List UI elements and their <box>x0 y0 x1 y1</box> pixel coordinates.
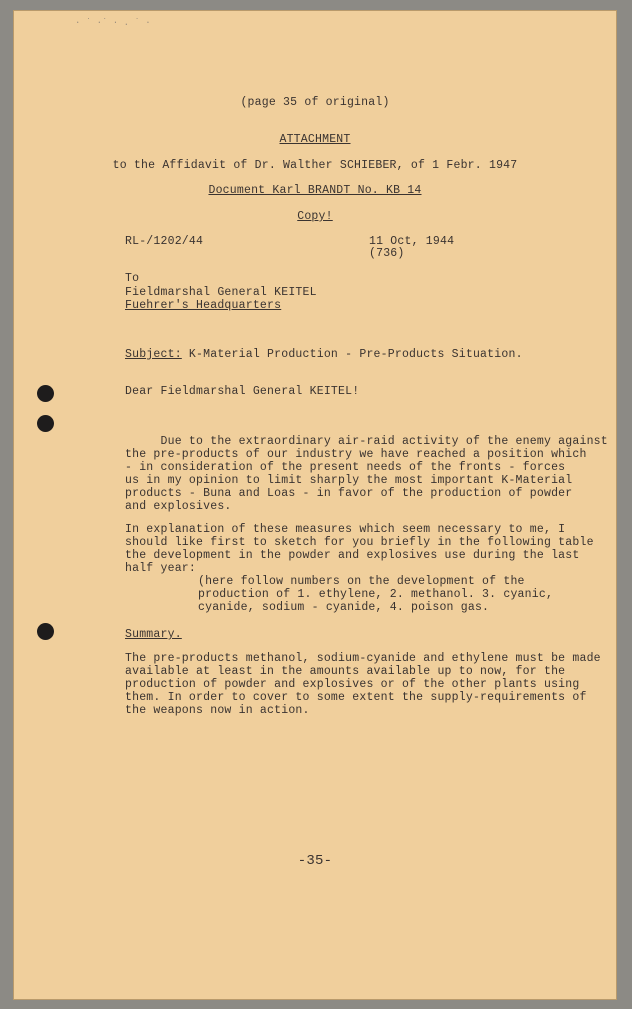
document-number: Document Karl BRANDT No. KB 14 <box>208 184 422 197</box>
address-to: To <box>125 272 140 285</box>
letter-number: (736) <box>369 247 405 260</box>
note-line: production of 1. ethylene, 2. methanol. 3. cyanic, <box>198 588 554 601</box>
paragraph-line: and explosives. <box>125 500 232 513</box>
paragraph-line: us in my opinion to limit sharply the most important K-Material <box>125 474 573 487</box>
summary-line: available at least in the amounts available up to now, for the <box>125 665 566 678</box>
paragraph-line: the development in the powder and explosives use during the last <box>125 549 580 562</box>
punch-hole <box>37 415 54 432</box>
summary-paragraph <box>125 652 601 717</box>
affidavit-line: to the Affidavit of Dr. Walther SCHIEBER, of 1 Febr. 1947 <box>112 159 518 172</box>
salutation: Dear Fieldmarshal General KEITEL! <box>125 385 360 398</box>
address-location: Fuehrer's Headquarters <box>125 299 282 312</box>
address-recipient: Fieldmarshal General KEITEL <box>125 286 317 299</box>
summary-line: the weapons now in action. <box>125 704 310 717</box>
punch-hole <box>37 623 54 640</box>
paragraph-line: In explanation of these measures which seem necessary to me, I <box>125 523 566 536</box>
summary-label: Summary. <box>125 628 182 641</box>
paragraph-line: should like first to sketch for you briefly in the following table <box>125 536 594 549</box>
paragraph-line: - in consideration of the present needs of the fronts - forces <box>125 461 566 474</box>
subject-label: Subject: <box>125 348 182 361</box>
paragraph-line: Due to the extraordinary air-raid activity of the enemy against <box>125 435 608 448</box>
summary-line: The pre-products methanol, sodium-cyanide and ethylene must be made <box>125 652 601 665</box>
page-reference: (page 35 of original) <box>240 96 390 109</box>
subject-text: K-Material Production - Pre-Products Situation. <box>181 348 523 361</box>
production-note <box>198 575 553 614</box>
paragraph-line: products - Buna and Loas - in favor of the production of powder <box>125 487 573 500</box>
paragraph-2 <box>125 523 594 575</box>
summary-line: them. In order to cover to some extent the supply-requirements of <box>125 691 587 704</box>
note-line: cyanide, sodium - cyanide, 4. poison gas. <box>198 601 490 614</box>
attachment-title: ATTACHMENT <box>279 133 351 146</box>
note-line: (here follow numbers on the development of the <box>198 575 525 588</box>
paper-specks: · ˙ ·˙ · . ˙ · <box>75 18 151 28</box>
reference-number: RL-/1202/44 <box>125 235 204 248</box>
copy-label: Copy! <box>297 210 333 223</box>
punch-hole <box>37 385 54 402</box>
paragraph-line: the pre-products of our industry we have reached a position which <box>125 448 587 461</box>
paragraph-1 <box>125 435 608 513</box>
subject-line <box>125 348 523 361</box>
page-number: -35- <box>297 853 333 869</box>
summary-line: production of powder and explosives or of the other plants using <box>125 678 580 691</box>
letter-date: 11 Oct, 1944 <box>369 235 455 248</box>
paragraph-line: half year: <box>125 562 197 575</box>
document-page <box>13 10 617 1000</box>
